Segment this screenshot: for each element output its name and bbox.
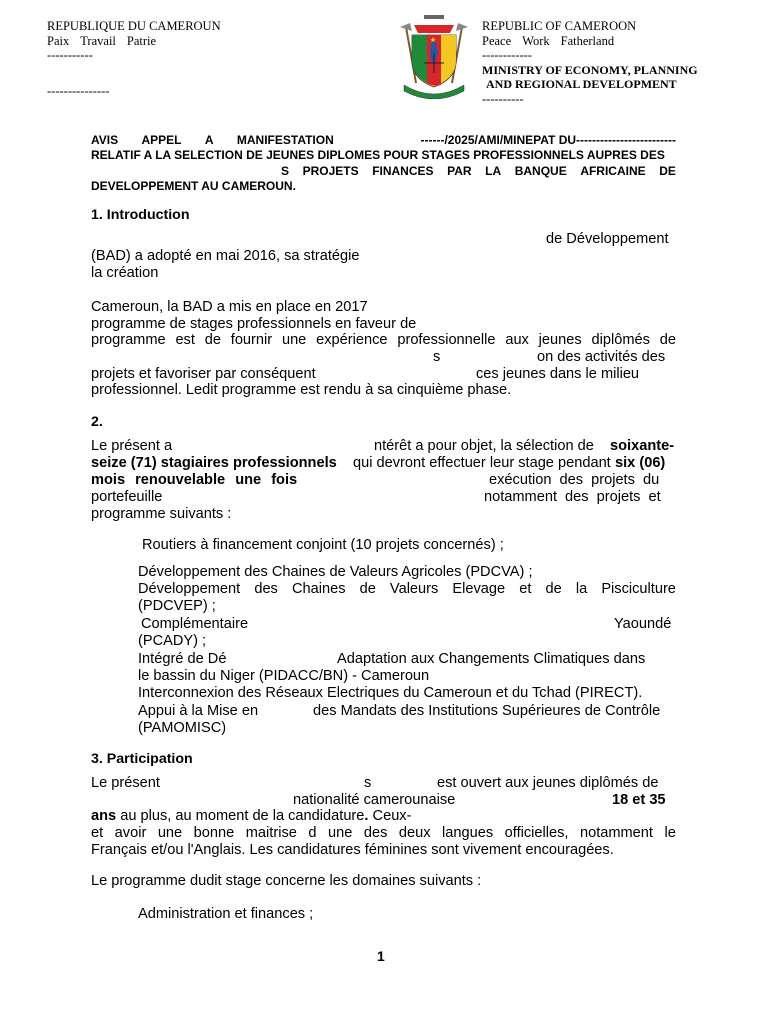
list-item-continuation: (PDCVEP) ; [138,598,216,614]
word: Développement [138,581,241,597]
gap [357,133,397,148]
list-item-fragment: Yaoundé [614,616,672,632]
word: PROJETS [302,163,359,178]
word: AFRICAINE [580,163,646,178]
motto-word: Paix [47,33,70,48]
motto-word: Fatherland [560,33,615,48]
word: avoir [114,825,147,841]
country-en: REPUBLIC OF CAMEROON [482,19,637,33]
list-item: Complémentaire [141,616,249,632]
paragraph-line [91,825,676,842]
paragraph-fragment: six (06) [615,455,666,471]
word: LA [485,163,502,178]
word: expérience [316,332,388,348]
word: et [519,581,532,597]
section-heading-2: 2. [91,414,103,430]
paragraph-line: Le programme dudit stage concerne les domaines suivants : [91,873,482,889]
paragraph-line: (BAD) a adopté en mai 2016, sa stratégie [91,248,360,264]
word: de [359,581,376,597]
word: le [664,825,676,841]
word: PAR [447,163,472,178]
word: une [327,825,353,841]
word: des [363,825,388,841]
word: jeunes [538,332,582,348]
word: fournir [230,332,273,348]
word: DE [659,163,676,178]
text: au plus, au moment de la candidature [116,808,365,824]
paragraph-fragment: exécution des projets du [489,472,660,488]
word: AVIS [91,133,119,147]
paragraph-fragment: est ouvert aux jeunes diplômés de [437,775,659,791]
word: d [308,825,317,841]
paragraph-line: programme suivants : [91,506,232,522]
word: officielles, [504,825,569,841]
list-item [138,581,676,598]
list-item-continuation: (PAMOMISC) [138,720,227,736]
motto-en [482,34,698,49]
word: FINANCES [372,163,434,178]
word: de [545,581,562,597]
word: deux [398,825,431,841]
word: une [281,332,307,348]
motto-fr [47,34,221,49]
word: MANIFESTATION [236,133,334,147]
motto-word: Travail [80,33,116,48]
list-item: Routiers à financement conjoint (10 projets concernés) ; [142,537,504,553]
word: la [575,581,588,597]
paragraph-fragment: portefeuille [91,489,163,505]
paragraph-line [91,808,411,825]
word: S [281,163,290,178]
paragraph-fragment: 18 et 35 [612,792,666,808]
word: diplômés [591,332,650,348]
paragraph-fragment: nationalité camerounaise [293,792,456,808]
word: de [659,332,676,348]
word: et [91,825,104,841]
paragraph-line: professionnel. Ledit programme est rendu à sa cinquième phase. [91,382,512,398]
list-item: Intégré de Dé [138,651,227,667]
paragraph-fragment: Le présent [91,775,160,791]
list-item: Interconnexion des Réseaux Electriques du Cameroun et du Tchad (PIRECT). [138,685,643,701]
notice-title-line [91,164,676,179]
list-item-fragment: Adaptation aux Changements Climatiques dans [337,651,646,667]
word: professionnelle [397,332,496,348]
notice-title-line [91,133,676,148]
cameroon-coat-of-arms-icon [398,13,470,99]
paragraph-fragment: seize (71) stagiaires professionnels [91,455,337,471]
word: programme [91,332,166,348]
notice-title-line [91,179,676,194]
word: ------/2025/AMI/MINEPAT DU------------------------- [420,133,676,147]
list-item: Administration et finances ; [138,906,314,922]
paragraph-line: la création [91,265,159,281]
word: des [254,581,278,597]
line-text: DEVELOPPEMENT AU CAMEROUN. [91,178,296,193]
word: est [175,332,195,348]
notice-title [91,133,676,194]
motto-word: Work [522,33,550,48]
text: . [364,808,369,824]
motto-word: Peace [482,33,512,48]
word: Elevage [452,581,506,597]
paragraph-fragment: on des activités des [537,349,666,365]
paragraph-line: Français et/ou l'Anglais. Les candidatures féminines sont vivement encouragées. [91,842,614,858]
header-left [47,19,221,63]
paragraph-line: Cameroun, la BAD a mis en place en 2017 [91,299,368,315]
word: ans [91,808,117,824]
separator: ----------- [47,48,93,62]
list-item: Appui à la Mise en [138,703,259,719]
word: APPEL [141,133,182,147]
line-text: RELATIF A LA SELECTION DE JEUNES DIPLOMES POUR STAGES PROFESSIONNELS AUPRES DES [91,148,665,163]
paragraph-fragment: notamment des projets et [484,489,661,505]
notice-title-line [91,148,676,163]
separator: --------------- [47,84,110,98]
word: bonne [193,825,235,841]
word: de [204,332,221,348]
paragraph-fragment: ntérêt a pour objet, la sélection de [374,438,594,454]
country-fr: REPUBLIQUE DU CAMEROUN [47,19,221,33]
paragraph-line: programme de stages professionnels en faveur de [91,316,417,332]
paragraph-fragment: ces jeunes dans le milieu [476,366,640,382]
section-heading-introduction: 1. Introduction [91,207,190,223]
separator: ---------- [482,91,524,106]
word: Valeurs [389,581,439,597]
text: Ceux- [368,808,412,824]
paragraph-fragment: qui devront effectuer leur stage pendant [353,455,611,471]
word: aux [505,332,529,348]
list-item-continuation: (PCADY) ; [138,633,207,649]
list-item: Développement des Chaines de Valeurs Agricoles (PDCVA) ; [138,564,533,580]
paragraph-line: de Développement [546,231,669,247]
ministry-line: MINISTRY OF ECONOMY, PLANNING [482,62,698,77]
paragraph-fragment: Le présent a [91,438,173,454]
header-right [482,19,698,106]
word: notamment [579,825,653,841]
word: langues [442,825,494,841]
motto-word: Patrie [126,33,157,48]
paragraph-fragment: s [364,775,372,791]
paragraph-fragment: mois renouvelable une fois [91,472,298,488]
word: A [204,133,214,147]
word: une [157,825,183,841]
page-number: 1 [377,948,385,964]
list-item-continuation: le bassin du Niger (PIDACC/BN) - Cameroun [138,668,430,684]
word: maitrise [245,825,297,841]
paragraph-fragment: soixante- [610,438,675,454]
section-heading-participation: 3. Participation [91,751,193,767]
paragraph-line [91,332,676,349]
word: Pisciculture [601,581,676,597]
paragraph-fragment: projets et favoriser par conséquent [91,366,316,382]
paragraph-fragment: s [433,349,441,365]
separator: ------------ [482,48,532,62]
ministry-line: AND REGIONAL DEVELOPMENT [486,77,677,91]
word: Chaines [291,581,346,597]
list-item-fragment: des Mandats des Institutions Supérieures de Contrôle [313,703,661,719]
word: BANQUE [514,163,567,178]
